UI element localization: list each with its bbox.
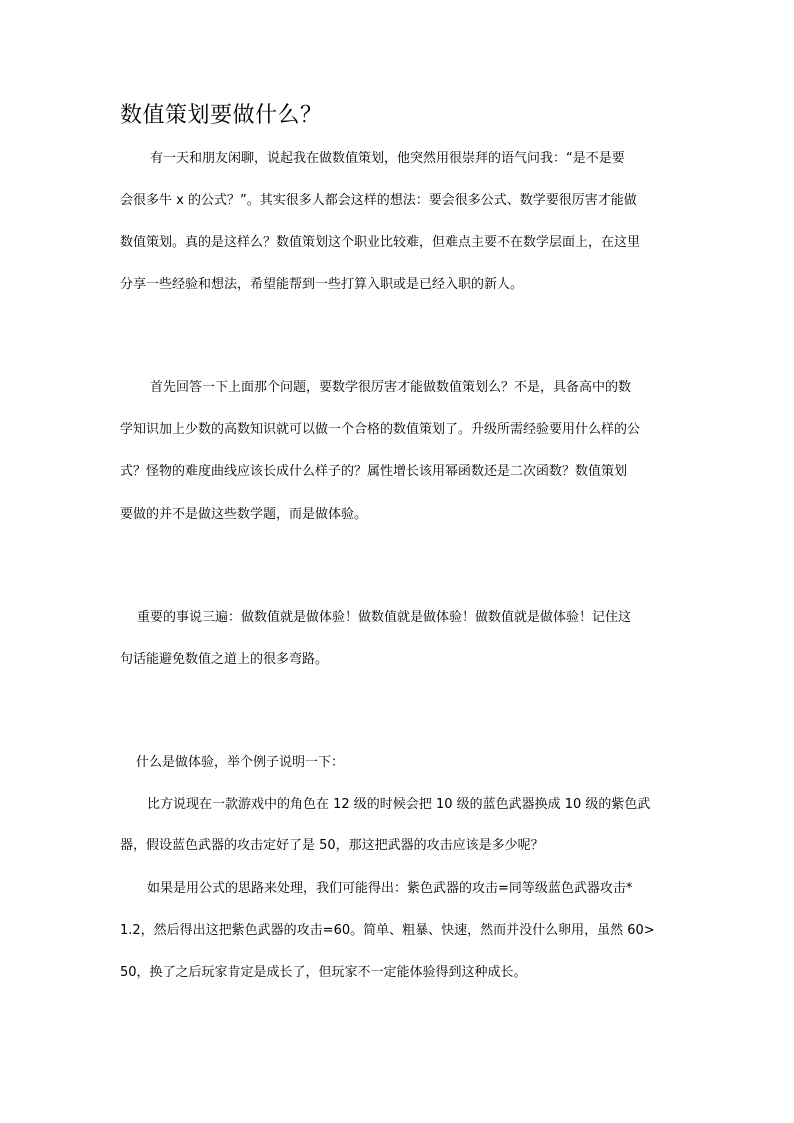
paragraph-line: 比方说现在一款游戏中的角色在 12 级的时候会把 10 级的蓝色武器换成 10 级的紫色武 bbox=[147, 797, 651, 812]
paragraph-line: 有一天和朋友闲聊，说起我在做数值策划，他突然用很崇拜的语气问我：“是不是要 bbox=[150, 151, 625, 166]
paragraph-line: 数值策划。真的是这样么？数值策划这个职业比较难，但难点主要不在数学层面上，在这里 bbox=[120, 235, 641, 250]
paragraph-line: 首先回答一下上面那个问题，要数学很厉害才能做数值策划么？不是，具备高中的数 bbox=[150, 380, 632, 395]
paragraph-line: 学知识加上少数的高数知识就可以做一个合格的数值策划了。升级所需经验要用什么样的公 bbox=[120, 422, 641, 437]
paragraph-line: 50，换了之后玩家肯定是成长了，但玩家不一定能体验得到这种成长。 bbox=[120, 965, 527, 980]
paragraph-line: 式？怪物的难度曲线应该长成什么样子的？属性增长该用幂函数还是二次函数？数值策划 bbox=[120, 464, 628, 479]
paragraph-line: 重要的事说三遍：做数值就是做体验！做数值就是做体验！做数值就是做体验！记住这 bbox=[137, 610, 632, 625]
paragraph-line: 如果是用公式的思路来处理，我们可能得出：紫色武器的攻击=同等级蓝色武器攻击* bbox=[147, 881, 633, 896]
paragraph-line: 句话能避免数值之道上的很多弯路。 bbox=[120, 652, 329, 667]
paragraph-line: 分享一些经验和想法，希望能帮到一些打算入职或是已经入职的新人。 bbox=[120, 277, 524, 292]
paragraph-line: 什么是做体验，举个例子说明一下： bbox=[136, 755, 345, 770]
paragraph-line: 要做的并不是做这些数学题，而是做体验。 bbox=[120, 507, 368, 522]
paragraph-line: 1.2，然后得出这把紫色武器的攻击=60。简单、粗暴、快速，然而并没什么卵用，虽然 60> bbox=[120, 923, 655, 938]
page-title: 数值策划要做什么？ bbox=[120, 103, 323, 128]
paragraph-line: 器，假设蓝色武器的攻击定好了是 50，那这把武器的攻击应该是多少呢？ bbox=[120, 838, 544, 853]
paragraph-line: 会很多牛 x 的公式？”。其实很多人都会这样的想法：要会很多公式、数学要很厉害才能做 bbox=[120, 193, 637, 208]
